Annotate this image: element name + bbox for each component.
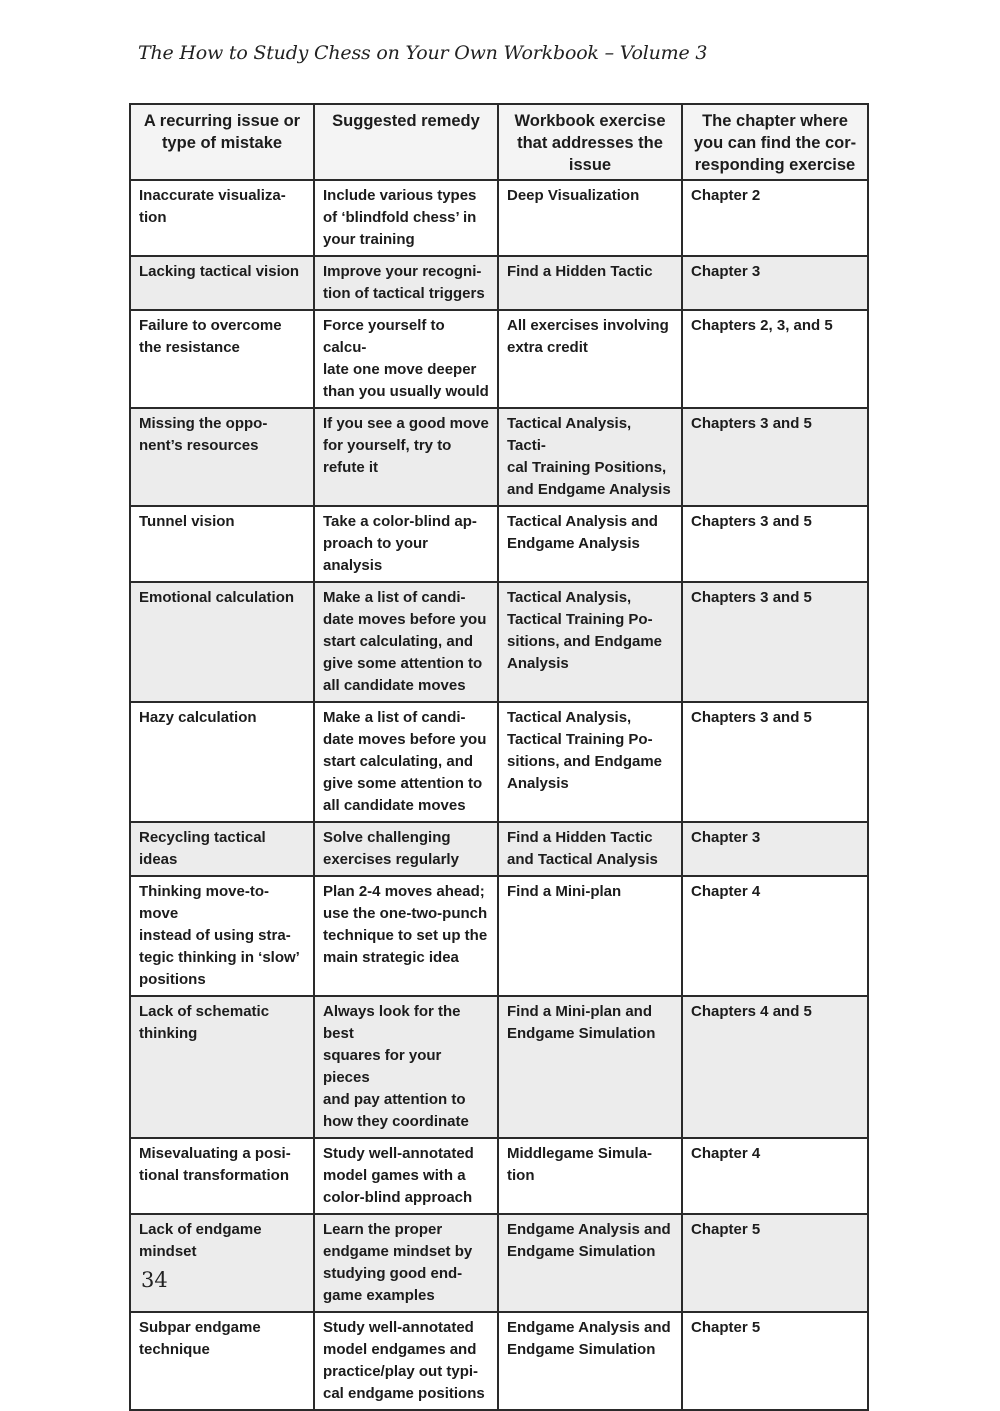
cell-chapter: Chapters 3 and 5 — [682, 506, 868, 582]
cell-exercise: Tactical Analysis, Tactical Training Po- sitions, and Endgame Analysis — [498, 582, 682, 702]
cell-issue: Thinking move-to-move instead of using stra- tegic thinking in ‘slow’ positions — [130, 876, 314, 996]
cell-remedy: Improve your recogni- tion of tactical triggers — [314, 256, 498, 310]
cell-issue: Recycling tactical ideas — [130, 822, 314, 876]
header-exercise: Workbook exercise that addresses the issue — [498, 104, 682, 180]
cell-remedy: Include various types of ‘blindfold chess’ in your training — [314, 180, 498, 256]
cell-exercise: Find a Mini-plan — [498, 876, 682, 996]
cell-issue: Hazy calculation — [130, 702, 314, 822]
cell-exercise: Tactical Analysis, Tacti- cal Training Positions, and Endgame Analysis — [498, 408, 682, 506]
cell-remedy: Solve challenging exercises regularly — [314, 822, 498, 876]
table-row — [130, 1138, 868, 1214]
cell-chapter: Chapters 3 and 5 — [682, 702, 868, 822]
cell-exercise: Find a Hidden Tactic — [498, 256, 682, 310]
table-row — [130, 310, 868, 408]
header-chapter: The chapter where you can find the cor- responding exercise — [682, 104, 868, 180]
cell-chapter: Chapter 4 — [682, 876, 868, 996]
table-row — [130, 506, 868, 582]
cell-issue: Inaccurate visualiza- tion — [130, 180, 314, 256]
table-row — [130, 822, 868, 876]
cell-issue: Misevaluating a posi- tional transformation — [130, 1138, 314, 1214]
cell-chapter: Chapter 5 — [682, 1214, 868, 1312]
cell-chapter: Chapter 3 — [682, 256, 868, 310]
cell-issue: Missing the oppo- nent’s resources — [130, 408, 314, 506]
cell-chapter: Chapter 5 — [682, 1312, 868, 1410]
cell-remedy: Take a color-blind ap- proach to your analysis — [314, 506, 498, 582]
cell-issue: Subpar endgame technique — [130, 1312, 314, 1410]
cell-exercise: Deep Visualization — [498, 180, 682, 256]
cell-remedy: Always look for the best squares for your pieces and pay attention to how they coordinate — [314, 996, 498, 1138]
cell-issue: Lack of endgame mindset — [130, 1214, 314, 1312]
header-issue: A recurring issue or type of mistake — [130, 104, 314, 180]
cell-issue: Failure to overcome the resistance — [130, 310, 314, 408]
table-row — [130, 180, 868, 256]
cell-exercise: Tactical Analysis, Tactical Training Po- sitions, and Endgame Analysis — [498, 702, 682, 822]
cell-issue: Lacking tactical vision — [130, 256, 314, 310]
cell-exercise: Find a Mini-plan and Endgame Simulation — [498, 996, 682, 1138]
cell-chapter: Chapters 4 and 5 — [682, 996, 868, 1138]
table-row — [130, 996, 868, 1138]
table-row — [130, 702, 868, 822]
cell-exercise: Find a Hidden Tactic and Tactical Analysis — [498, 822, 682, 876]
cell-chapter: Chapter 3 — [682, 822, 868, 876]
table-row — [130, 1214, 868, 1312]
cell-exercise: Middlegame Simula- tion — [498, 1138, 682, 1214]
running-head: The How to Study Chess on Your Own Workbook – Volume 3 — [138, 42, 708, 64]
cell-exercise: Endgame Analysis and Endgame Simulation — [498, 1312, 682, 1410]
cell-exercise: Tactical Analysis and Endgame Analysis — [498, 506, 682, 582]
cell-issue: Emotional calculation — [130, 582, 314, 702]
table-row — [130, 1312, 868, 1410]
table-row — [130, 256, 868, 310]
cell-chapter: Chapter 2 — [682, 180, 868, 256]
cell-remedy: Make a list of candi- date moves before you start calculating, and give some attention to all candidate moves — [314, 582, 498, 702]
cell-remedy: Force yourself to calcu- late one move deeper than you usually would — [314, 310, 498, 408]
table-header-row — [130, 104, 868, 180]
header-remedy: Suggested remedy — [314, 104, 498, 180]
table-row — [130, 408, 868, 506]
cell-exercise: Endgame Analysis and Endgame Simulation — [498, 1214, 682, 1312]
cell-chapter: Chapters 3 and 5 — [682, 582, 868, 702]
cell-remedy: Study well-annotated model games with a color-blind approach — [314, 1138, 498, 1214]
cell-issue: Lack of schematic thinking — [130, 996, 314, 1138]
page-number: 34 — [141, 1268, 168, 1292]
remedy-table — [129, 103, 869, 1411]
table-row — [130, 582, 868, 702]
cell-remedy: Learn the proper endgame mindset by studying good end- game examples — [314, 1214, 498, 1312]
cell-chapter: Chapters 2, 3, and 5 — [682, 310, 868, 408]
cell-chapter: Chapters 3 and 5 — [682, 408, 868, 506]
cell-remedy: If you see a good move for yourself, try to refute it — [314, 408, 498, 506]
cell-remedy: Plan 2-4 moves ahead; use the one-two-punch technique to set up the main strategic idea — [314, 876, 498, 996]
cell-exercise: All exercises involving extra credit — [498, 310, 682, 408]
cell-chapter: Chapter 4 — [682, 1138, 868, 1214]
cell-issue: Tunnel vision — [130, 506, 314, 582]
table-row — [130, 876, 868, 996]
cell-remedy: Make a list of candi- date moves before you start calculating, and give some attention to all candidate moves — [314, 702, 498, 822]
cell-remedy: Study well-annotated model endgames and practice/play out typi- cal endgame positions — [314, 1312, 498, 1410]
